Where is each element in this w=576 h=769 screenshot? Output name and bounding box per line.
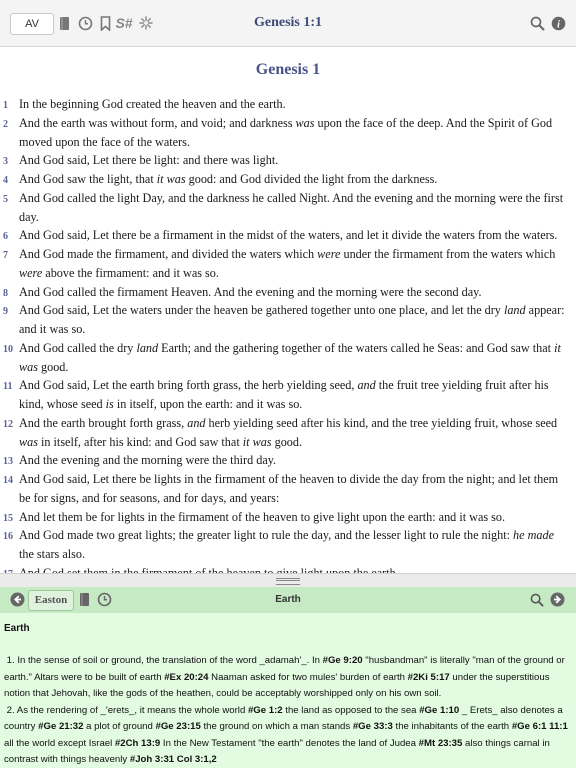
dictionary-paragraph: 1. In the sense of soil or ground, the translation of the word _adamah'_. In #Ge 9:20 "husbandman" is literally "man of the ground or earth." Altars were to be built of earth #Ex 20:24 Naaman asked for two mules' burden of earth #2Ki 5:17 under the superstitious notion that Jehovah, like the gods of the heathen, could be acceptably worshipped only on his own soil. [4, 655, 565, 699]
verse-text: And let them be for lights in the firmament of the heaven to give light upon the earth: and it was so. [19, 509, 506, 524]
verse-11[interactable] [0, 376, 576, 414]
search-icon[interactable] [528, 13, 546, 33]
verse-number[interactable]: 16 [3, 531, 13, 543]
scripture-reference-link[interactable]: #Ge 21:32 [38, 721, 84, 732]
verse-text: And God made the firmament, and divided the waters which were under the firmament from the waters which were above the firmament: and it was so. [19, 247, 556, 280]
verse-text: And God called the dry land Earth; and the gathering together of the waters called he Seas: and God saw that it was good. [19, 340, 561, 374]
verse-text: And the earth brought forth grass, and herb yielding seed after his kind, and the tree yielding fruit, whose seed was in itself, after his kind: and God saw that it was good. [19, 415, 558, 449]
verse-12[interactable] [0, 414, 576, 452]
search-icon[interactable] [529, 591, 545, 608]
dictionary-paragraph: 2. As the rendering of _'erets_, it means the whole world #Ge 1:2 the land as opposed to the sea #Ge 1:10 _ Erets_ also denotes a country #Ge 21:32 a plot of ground #Ge 23:15 the ground on which a man stands #Ge 33:3 the inhabitants of the earth #Ge 6:1 11:1 all the world except Israel #2Ch 13:9 In the New Testament "the earth" denotes the land of Judea #Mt 23:35 also things carnal in contrast with things heavenly #Joh 3:31 Col 3:1,2 [4, 704, 568, 765]
verse-text: And God called the firmament Heaven. And the evening and the morning were the second day. [19, 284, 482, 299]
verse-number[interactable]: 7 [3, 250, 8, 261]
history-clock-icon[interactable] [76, 13, 94, 33]
verse-10[interactable] [0, 339, 576, 377]
verse-number[interactable]: 14 [3, 475, 13, 486]
bookmark-icon[interactable] [96, 13, 114, 33]
verse-1[interactable] [0, 95, 576, 114]
settings-asterisk-icon[interactable] [137, 13, 155, 33]
dictionary-entry-title: Earth [275, 594, 301, 605]
verse-number[interactable]: 15 [3, 512, 13, 524]
verse-13[interactable] [0, 451, 576, 470]
verse-text: And God called the light Day, and the darkness he called Night. And the evening and the morning were the first day. [19, 190, 564, 224]
svg-text:i: i [556, 18, 560, 30]
verse-text: And God said, Let the waters under the heaven be gathered together unto one place, and let the dry land appear: and it was so. [19, 303, 565, 336]
verse-text: And the earth was without form, and void; and darkness was upon the face of the deep. And the Spirit of God moved upon the face of the waters. [19, 115, 553, 149]
verse-15[interactable] [0, 508, 576, 527]
verse-2[interactable] [0, 114, 576, 152]
verse-number[interactable]: 3 [3, 156, 8, 168]
verse-list [0, 95, 576, 583]
verse-number[interactable]: 13 [3, 456, 13, 468]
top-toolbar [0, 0, 576, 47]
forward-arrow-icon[interactable] [549, 591, 565, 608]
current-reference-title[interactable]: Genesis 1:1 [253, 15, 323, 30]
verse-number[interactable]: 8 [3, 287, 8, 299]
verse-text: And God said, Let there be a firmament in the midst of the waters, and let it divide the waters from the waters. [19, 228, 558, 243]
verse-9[interactable] [0, 301, 576, 339]
verse-number[interactable]: 6 [3, 231, 8, 243]
scripture-reference-link[interactable]: #Ge 1:2 [247, 704, 283, 716]
verse-text: And God saw the light, that it was good: and God divided the light from the darkness. [19, 172, 438, 186]
scripture-reference-link[interactable]: #Joh 3:31 Col 3:1,2 [129, 754, 217, 765]
verse-text: And God said, Let the earth bring forth grass, the herb yielding seed, and the fruit tree yielding fruit after his kind, whose seed is in itself, upon the earth: and it was so. [19, 378, 549, 411]
scripture-reference-link[interactable]: #Ex 20:24 [164, 671, 209, 683]
drag-handle-icon[interactable] [276, 578, 300, 585]
history-clock-icon[interactable] [96, 591, 112, 608]
verse-number[interactable]: 1 [3, 100, 8, 111]
verse-text: And God said, Let there be light: and there was light. [19, 153, 279, 168]
dictionary-toolbar [0, 587, 576, 613]
verse-5[interactable] [0, 189, 576, 227]
verse-3[interactable] [0, 151, 576, 170]
scripture-reference-link[interactable]: #Ge 33:3 [352, 721, 393, 732]
verse-text: In the beginning God created the heaven and the earth. [19, 97, 286, 111]
split-pane-divider[interactable] [0, 573, 576, 588]
scripture-reference-link[interactable]: #Ge 23:15 [155, 721, 201, 732]
verse-number[interactable]: 11 [3, 381, 13, 393]
dictionary-select-button[interactable]: Easton [28, 590, 74, 611]
book-icon[interactable] [56, 13, 74, 33]
verse-7[interactable] [0, 245, 576, 283]
verse-text: And God made two great lights; the greater light to rule the day, and the lesser light to rule the night: he made the stars also. [19, 528, 554, 561]
verse-number[interactable]: 5 [3, 193, 8, 205]
verse-8[interactable] [0, 283, 576, 302]
info-icon[interactable] [549, 13, 567, 33]
bible-version-button[interactable]: AV [10, 13, 54, 35]
dictionary-panel [0, 613, 576, 768]
verse-14[interactable] [0, 470, 576, 508]
verse-6[interactable] [0, 226, 576, 245]
scripture-reference-link[interactable]: #Ge 9:20 [322, 655, 363, 666]
scripture-reference-link[interactable]: #2Ch 13:9 [114, 737, 161, 749]
verse-16[interactable] [0, 526, 576, 564]
verse-number[interactable]: 10 [3, 343, 13, 355]
dictionary-body [4, 653, 570, 769]
chapter-heading: Genesis 1 [255, 61, 321, 78]
scripture-reference-link[interactable]: #Ge 6:1 11:1 [511, 721, 568, 732]
verse-text: And God said, Let there be lights in the firmament of the heaven to divide the day from the night; and let them be for signs, and for seasons, and for days, and years: [19, 472, 559, 505]
verse-number[interactable]: 12 [3, 418, 13, 430]
strongs-number-icon[interactable]: S# [115, 15, 133, 31]
verse-4[interactable] [0, 170, 576, 189]
book-icon[interactable] [77, 591, 93, 608]
scripture-reference-link[interactable]: #2Ki 5:17 [407, 671, 450, 683]
verse-text: And the evening and the morning were the third day. [19, 453, 277, 468]
scripture-reference-link[interactable]: #Ge 1:10 [419, 704, 460, 716]
dictionary-headword: Earth [4, 623, 30, 634]
verse-number[interactable]: 2 [3, 118, 8, 130]
verse-number[interactable]: 9 [3, 306, 8, 318]
verse-number[interactable]: 4 [3, 175, 8, 186]
back-arrow-icon[interactable] [9, 591, 25, 608]
scripture-reference-link[interactable]: #Mt 23:35 [418, 737, 463, 749]
